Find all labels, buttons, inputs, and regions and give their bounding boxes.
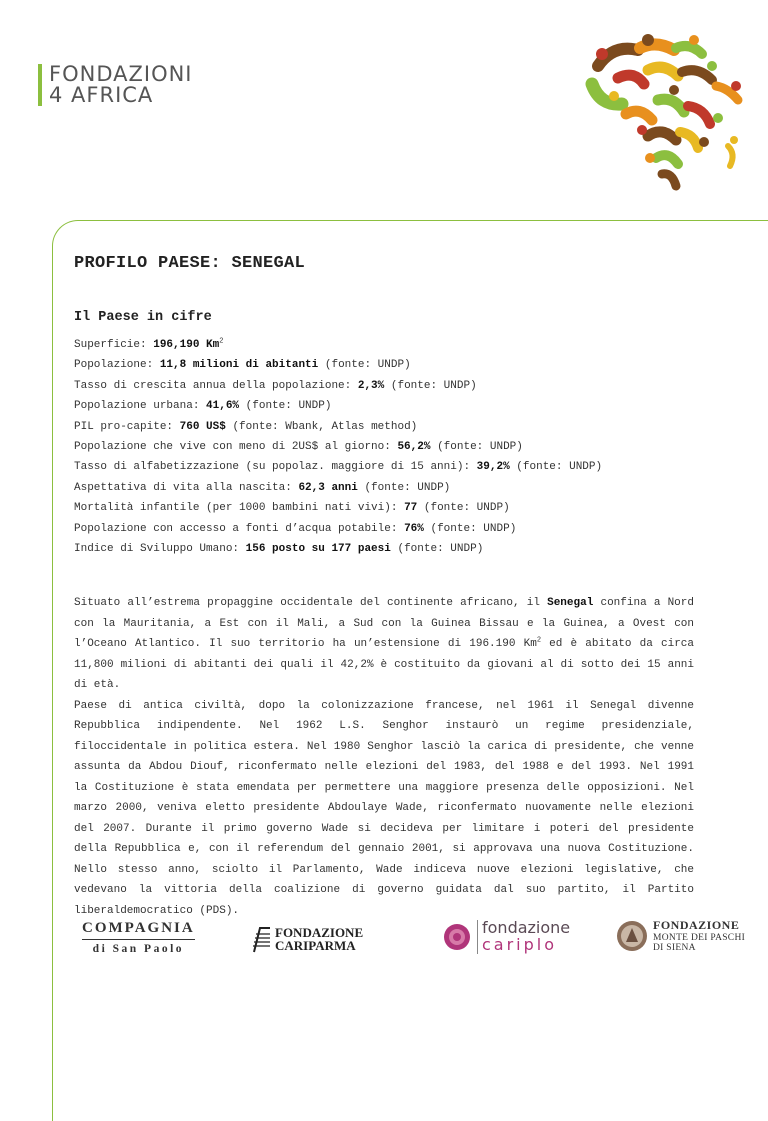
body-paragraph-1: Situato all’estrema propaggine occidentale del continente africano, il Senegal confina a Nord con la Mauritania, a Est con il Mali, a Sud con la Guinea Bissau e la Guinea, a Ovest con l’Oceano Atlantico. Il suo territorio ha un’estensione di 196.190 Km$^2$ ed è abitato da circa 11,800 milioni di abitanti dei quali il 42,2% è costituito da giovani al di sotto dei 15 anni di età. Paese di antica civiltà, dopo la colonizzazione francese, nel 1961 il Senegal divenne Repubblica indipendente. Nel 1962 L.S. Senghor instaurò un regime presidenziale, filoccidentale in politica estera. Nel 1980 Senghor lasciò la carica di presidente, che venne assunta da Abdou Diouf, riconfermato nelle elezioni del 1983, del 1988 e del 1993. Nel 1991 la Costituzione è stata emendata per permettere una maggiore presenza delle opposizioni. Nel marzo 2000, veniva eletto presidente Abdoulaye Wade, riconfermato nuovamente nelle elezioni del 2007. Durante il primo governo Wade si decideva per limitare i poteri del presidente della Repubblica e, con il referendum del gennaio 2001, si approvava una nuova Costituzione. Nello stesso anno, sciolto il Parlamento, Wade indiceva nuove elezioni legislative, che vedevano la vittoria della coalizione di governo guidata dal suo partito, il Partito liberaldemocratico (PDS). <box>74 597 695 917</box>
mps-seal-icon <box>616 920 648 952</box>
brand-logo <box>38 64 193 106</box>
document-body <box>74 254 694 921</box>
stat-source: (fonte: UNDP) <box>384 379 477 392</box>
stat-value: 41,6% <box>206 400 240 413</box>
fondazione-mps-logo: FONDAZIONE MONTE DEI PASCHI DI SIENA <box>616 918 745 953</box>
brand-line-1: FONDAZIONI <box>49 62 193 86</box>
stats-list <box>74 335 694 559</box>
stat-item: Popolazione urbana: 41,6% (fonte: UNDP) <box>74 400 332 413</box>
stat-item: Tasso di alfabetizzazione (su popolaz. maggiore di 15 anni): 39,2% (fonte: UNDP) <box>74 461 603 474</box>
stat-value: 760 US$ <box>179 420 226 433</box>
stat-source: (fonte: UNDP) <box>430 441 523 454</box>
africa-people-logo-icon <box>578 26 748 196</box>
page-title: PROFILO PAESE: SENEGAL <box>74 254 306 273</box>
body-paragraph-2: Paese di antica civiltà, dopo la colonizzazione francese, nel 1961 il Senegal divenne Repubblica indipendente. Nel 1962 L.S. Senghor instaurò un regime presidenziale, filoccidentale in politica estera. Nel 1980 Senghor lasciò la carica di presidente, che venne assunta da Abdou Diouf, riconfermato nelle elezioni del 1983, del 1988 e del 1993. Nel 1991 la Costituzione è stata emendata per permettere una maggiore presenza delle opposizioni. Nel marzo 2000, veniva eletto presidente Abdoulaye Wade, riconfermato nuovamente nelle elezioni del 2007. Durante il primo governo Wade si decideva per limitare i poteri del presidente della Repubblica e, con il referendum del gennaio 2001, si approvava una nuova Costituzione. Nello stesso anno, sciolto il Parlamento, Wade indiceva nuove elezioni legislative, che vedevano la vittoria della coalizione di governo guidata dal suo partito, il Partito liberaldemocratico (PDS). <box>74 699 694 917</box>
brand-accent-bar <box>38 64 42 106</box>
stat-item: PIL pro-capite: 760 US$ (fonte: Wbank, Atlas method) <box>74 420 418 433</box>
stat-source: (fonte: UNDP) <box>390 543 484 556</box>
stat-value: 39,2% <box>476 461 510 474</box>
brand-line-2: 4 AFRICA <box>49 83 154 107</box>
stat-item: Popolazione che vive con meno di 2US$ al giorno: 56,2% (fonte: UNDP) <box>74 441 523 454</box>
stat-item: Popolazione: 11,8 milioni di abitanti (fonte: UNDP) <box>74 359 411 372</box>
stat-source: (fonte: Wbank, Atlas method) <box>225 420 418 433</box>
cariparma-emblem-icon <box>250 924 272 954</box>
stat-value: 76% <box>404 522 424 535</box>
stat-source: (fonte: UNDP) <box>239 400 332 413</box>
brand-wordmark <box>49 64 193 106</box>
stat-item: Superficie: 196,190 Km$^2$ <box>74 337 224 351</box>
stat-item: Tasso di crescita annua della popolazione: 2,3% (fonte: UNDP) <box>74 379 477 392</box>
compagnia-san-paolo-logo: COMPAGNIA di San Paolo <box>82 920 195 955</box>
fondazione-cariplo-logo: fondazione cariplo <box>442 920 570 954</box>
section-title: Il Paese in cifre <box>74 310 212 325</box>
fondazione-cariparma-logo: FONDAZIONE CARIPARMA <box>250 924 363 954</box>
stat-value: 77 <box>404 502 418 515</box>
stat-value: 2,3% <box>357 379 385 392</box>
stat-source: (fonte: UNDP) <box>357 481 451 494</box>
stat-value: 196,190 Km <box>153 339 220 351</box>
stat-source: (fonte: UNDP) <box>318 359 411 372</box>
stat-value: 62,3 anni <box>298 481 358 494</box>
country-name: Senegal <box>547 597 594 610</box>
stat-value: 11,8 milioni di abitanti <box>159 359 319 372</box>
cariplo-seal-icon <box>442 922 472 952</box>
stat-value: 56,2% <box>397 441 431 454</box>
stat-source: (fonte: UNDP) <box>417 502 510 515</box>
stat-item: Popolazione con accesso a fonti d’acqua potabile: 76% (fonte: UNDP) <box>74 522 517 535</box>
stat-source: (fonte: UNDP) <box>423 522 517 535</box>
stat-item: Indice di Sviluppo Umano: 156 posto su 177 paesi (fonte: UNDP) <box>74 543 484 556</box>
stat-item: Aspettativa di vita alla nascita: 62,3 anni (fonte: UNDP) <box>74 481 451 494</box>
stat-value: 156 posto su 177 paesi <box>245 543 391 556</box>
stat-item: Mortalità infantile (per 1000 bambini nati vivi): 77 (fonte: UNDP) <box>74 502 510 515</box>
sponsor-logos <box>0 918 768 968</box>
stat-source: (fonte: UNDP) <box>509 461 603 474</box>
stat-superscript: 2 <box>219 337 224 346</box>
